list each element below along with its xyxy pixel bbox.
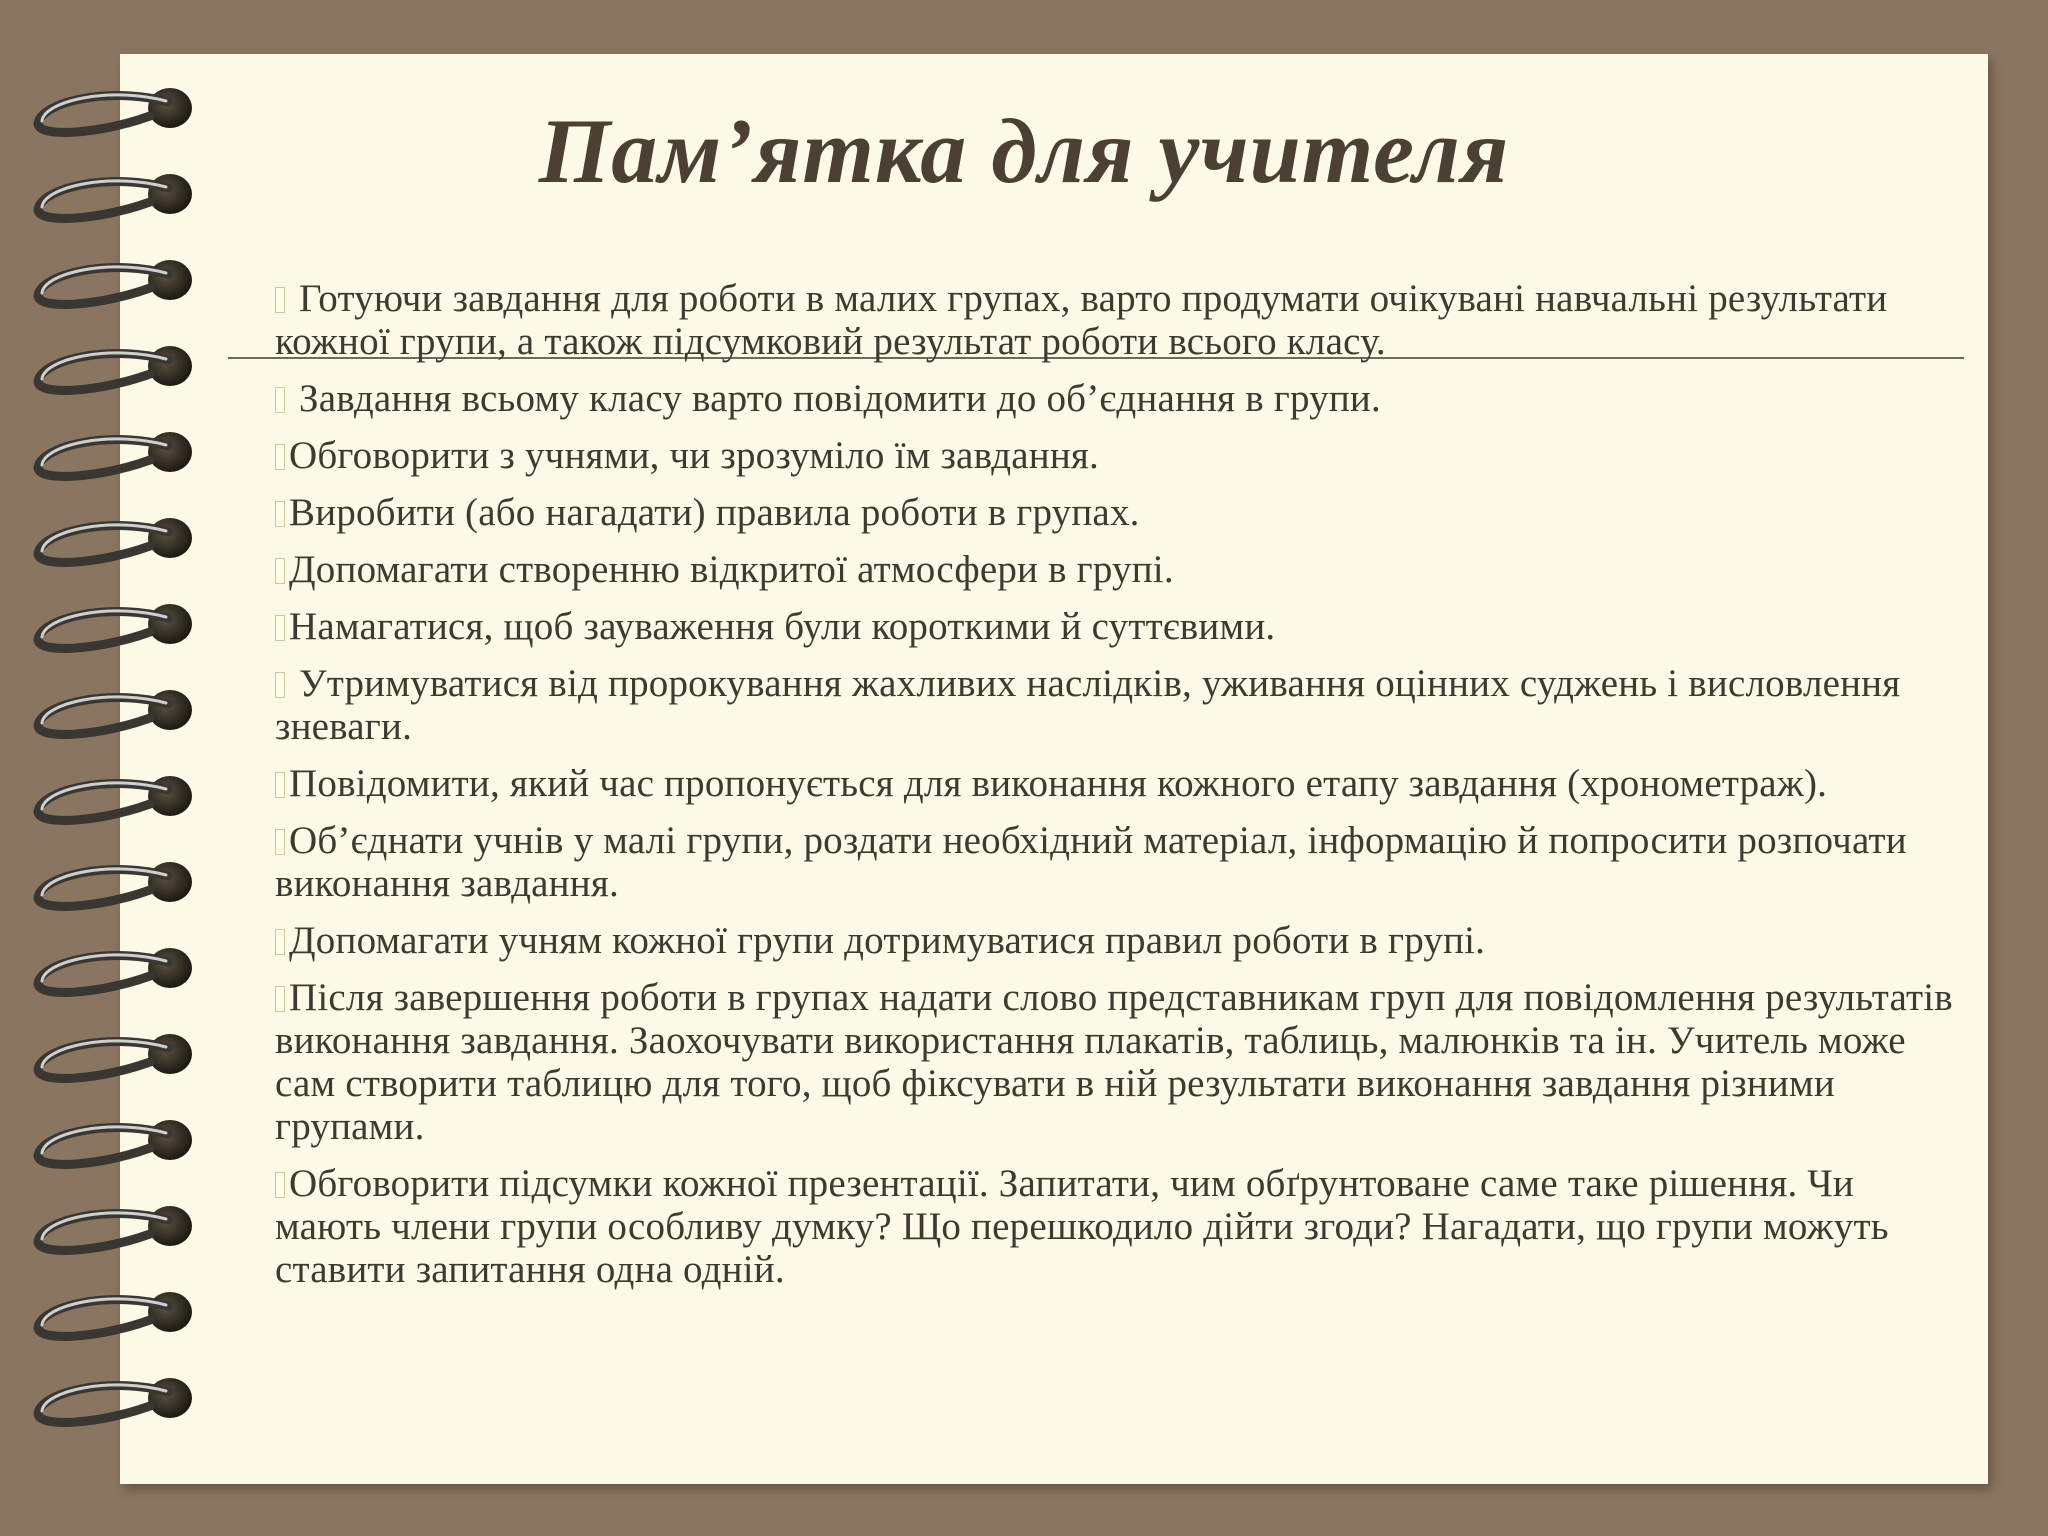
spiral-ring-icon [38, 1034, 192, 1078]
spiral-ring-icon [38, 346, 192, 390]
spiral-ring-icon [38, 690, 192, 734]
list-item-text: Після завершення роботи в групах надати слово представникам груп для повідомлення результатів виконання завдання. Заохочувати використання плакатів, таблиць, малюнків та ін. Учитель може сам створити таблицю для того, щоб фіксувати в ній результати виконання завдання різними групами. [275, 976, 1953, 1148]
bullet-box-icon [275, 287, 285, 313]
list-item-text: Об’єднати учнів у малі групи, роздати необхідний матеріал, інформацію й попросити розпочати виконання завдання. [275, 819, 1907, 905]
spiral-binding [0, 0, 200, 1536]
spiral-ring-icon [38, 1120, 192, 1164]
list-item [275, 605, 1965, 648]
list-item [275, 434, 1965, 477]
list-item [275, 976, 1965, 1148]
spiral-ring-icon [38, 260, 192, 304]
spiral-ring-icon [38, 1206, 192, 1250]
bullet-box-icon [275, 387, 285, 413]
bullet-box-icon [275, 615, 285, 641]
list-item [275, 819, 1965, 905]
list-item [275, 548, 1965, 591]
list-item-text: Готуючи завдання для роботи в малих групах, варто продумати очікувані навчальні результати кожної групи, а також підсумковий результат роботи всього класу. [275, 277, 1888, 363]
spiral-ring-icon [38, 432, 192, 476]
list-item [275, 762, 1965, 805]
bullet-box-icon [275, 444, 285, 470]
bullet-box-icon [275, 772, 285, 798]
list-item-text: Утримуватися від пророкування жахливих наслідків, уживання оцінних суджень і висловлення зневаги. [275, 662, 1901, 748]
list-item-text: Завдання всьому класу варто повідомити до об’єднання в групи. [298, 377, 1381, 420]
bullet-box-icon [275, 829, 285, 855]
list-item-text: Допомагати створенню відкритої атмосфери в групі. [289, 548, 1174, 591]
bullet-box-icon [275, 558, 285, 584]
bullet-box-icon [275, 672, 285, 698]
bullet-box-icon [275, 501, 285, 527]
list-item [275, 377, 1965, 420]
list-item-text: Намагатися, щоб зауваження були короткими й суттєвими. [289, 605, 1276, 648]
spiral-ring-icon [38, 862, 192, 906]
bullet-box-icon [275, 1172, 285, 1198]
spiral-ring-icon [38, 1292, 192, 1336]
spiral-ring-icon [38, 1378, 192, 1422]
slide-title: Пам’ятка для учителя [538, 100, 1510, 202]
list-item [275, 1162, 1965, 1291]
memo-list [275, 277, 1965, 1305]
list-item-text: Виробити (або нагадати) правила роботи в групах. [289, 491, 1140, 534]
spiral-ring-icon [38, 948, 192, 992]
list-item-text: Повідомити, який час пропонується для виконання кожного етапу завдання (хронометраж). [289, 762, 1828, 805]
list-item-text: Допомагати учням кожної групи дотримуватися правил роботи в групі. [289, 919, 1486, 962]
list-item-text: Обговорити підсумки кожної презентації. Запитати, чим обґрунтоване саме таке рішення. Чи мають члени групи особливу думку? Що перешкодило дійти згоди? Нагадати, що групи можуть ставити запитання одна одній. [275, 1162, 1889, 1291]
list-item [275, 491, 1965, 534]
list-item-text: Обговорити з учнями, чи зрозуміло їм завдання. [289, 434, 1099, 477]
spiral-ring-icon [38, 604, 192, 648]
bullet-box-icon [275, 986, 285, 1012]
spiral-ring-icon [38, 776, 192, 820]
bullet-box-icon [275, 929, 285, 955]
spiral-ring-icon [38, 518, 192, 562]
list-item [275, 277, 1965, 363]
list-item [275, 662, 1965, 748]
list-item [275, 919, 1965, 962]
